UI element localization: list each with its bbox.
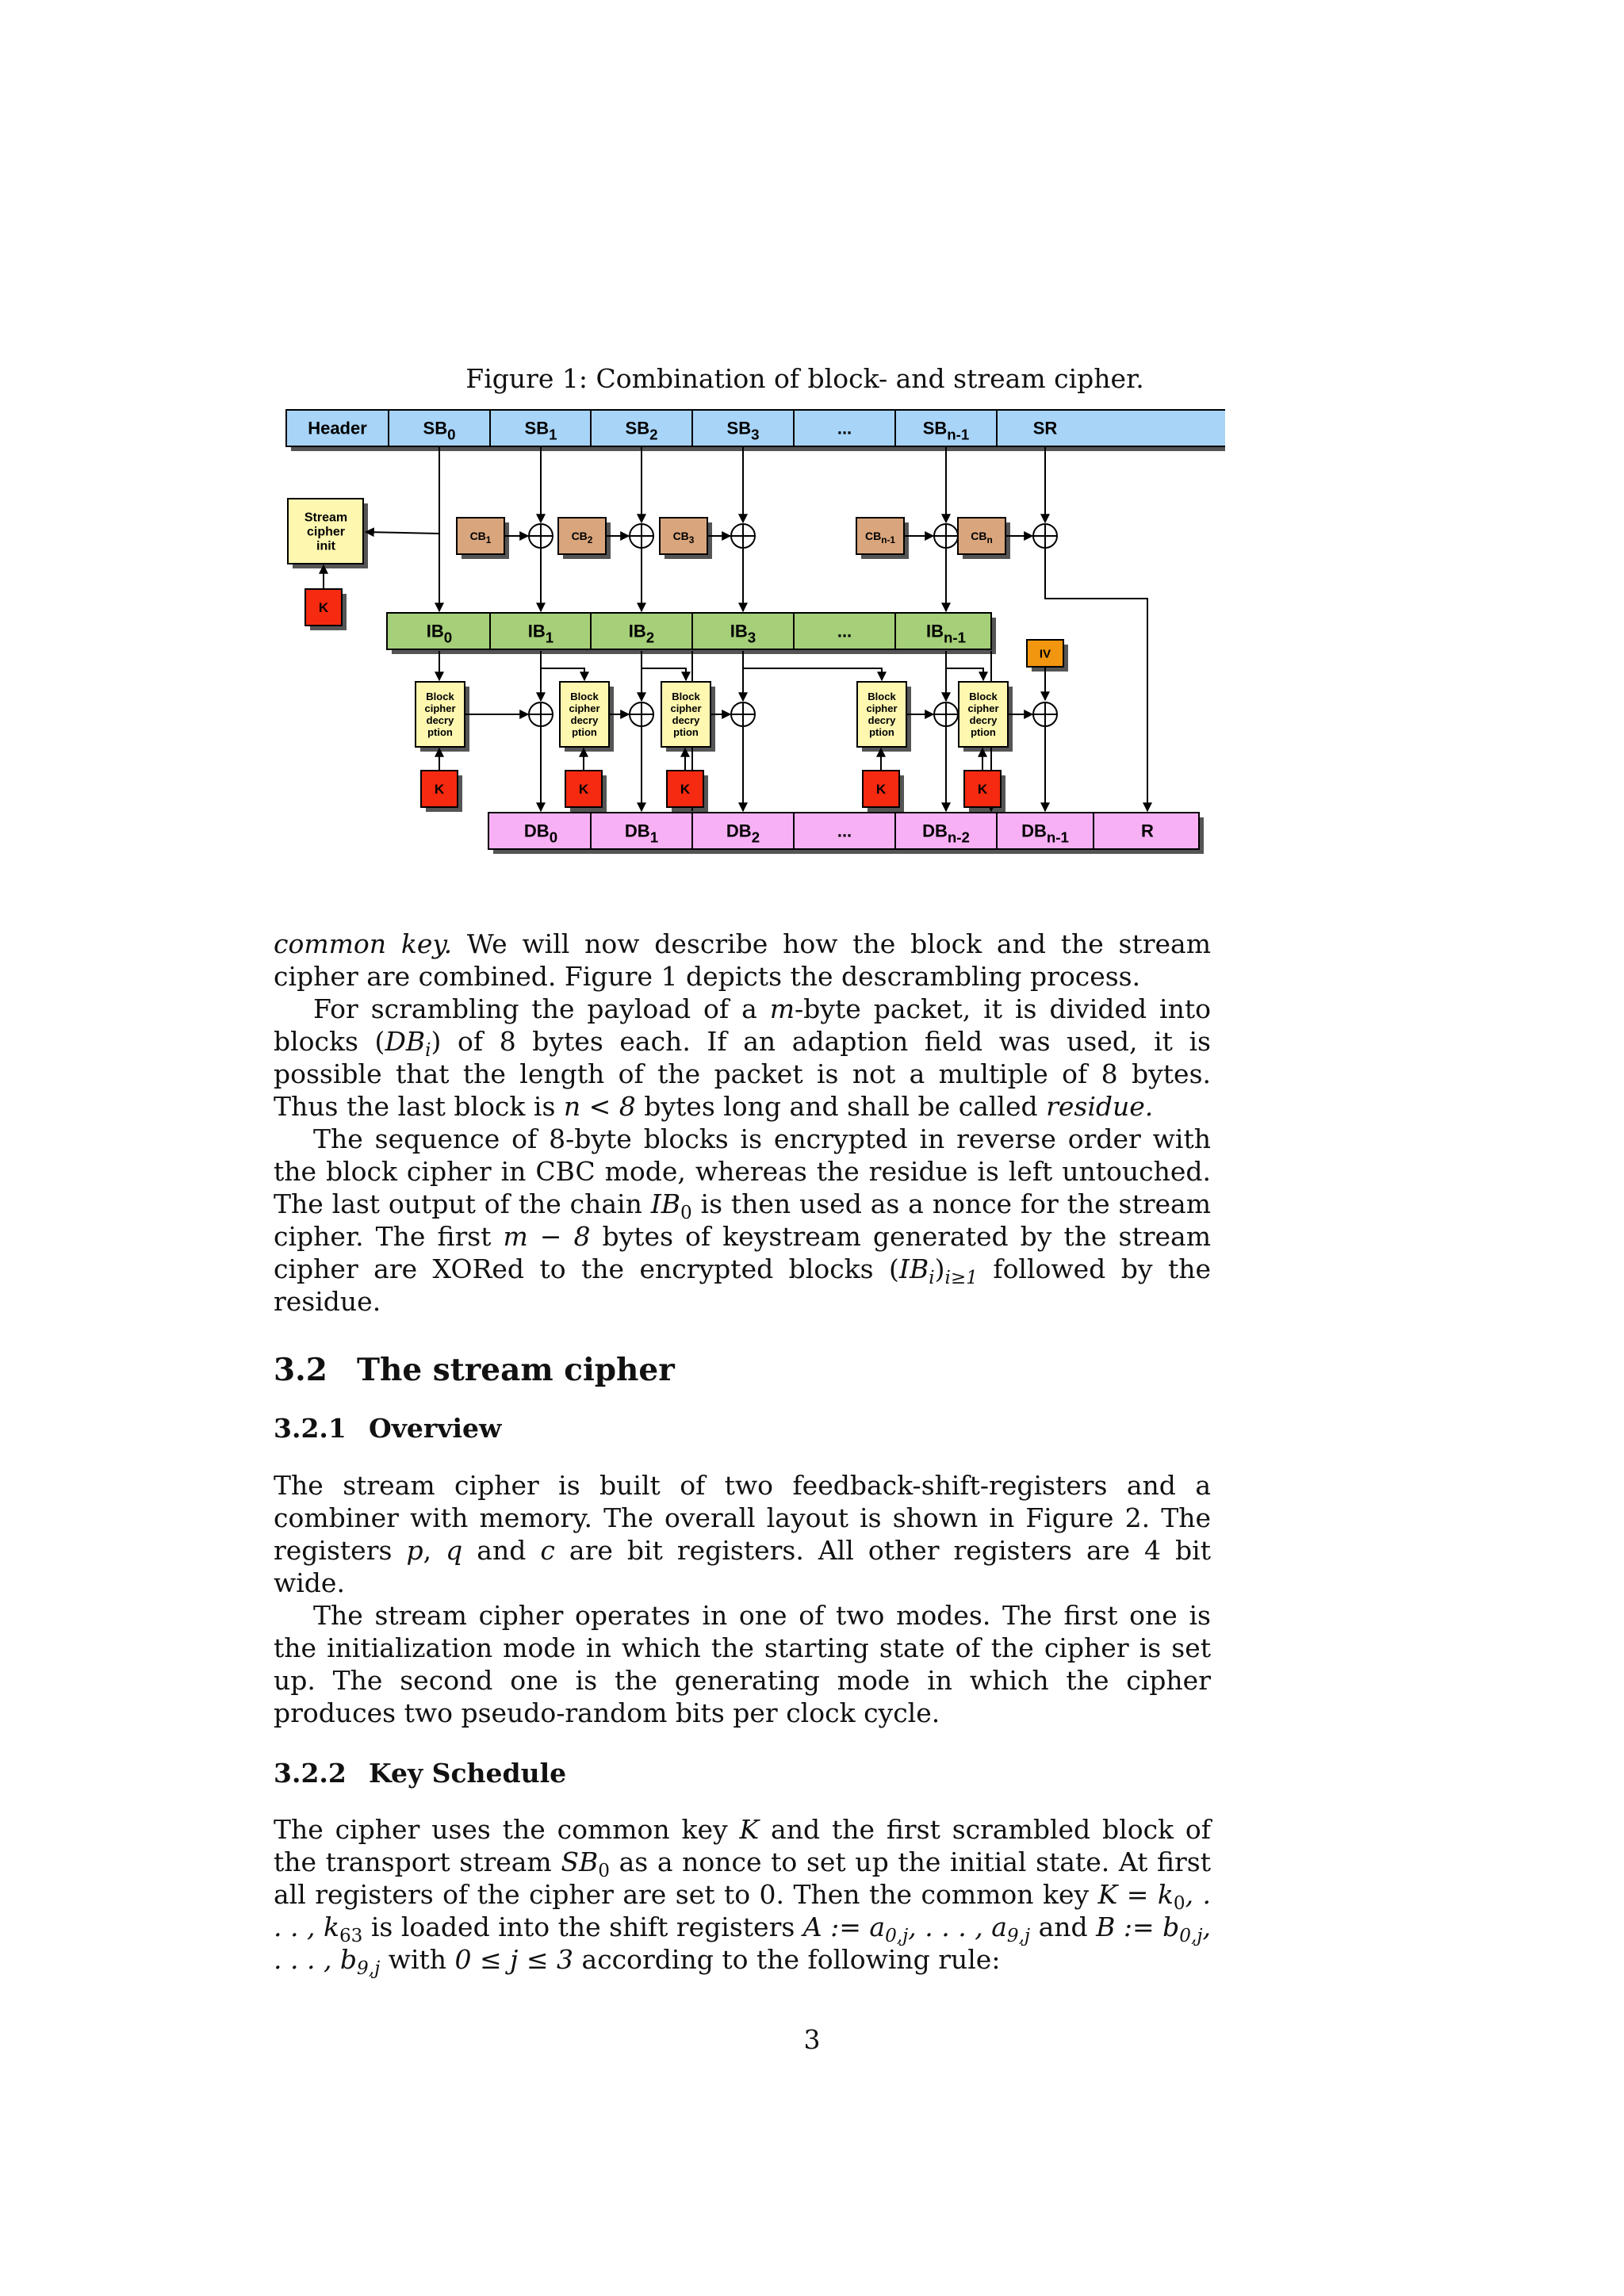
block-cipher-label-line: Block — [868, 691, 896, 703]
db-cell: ... — [837, 821, 852, 841]
cb-label: $CB_2$ — [571, 529, 593, 546]
sb-cell: $SB_2$ — [625, 418, 658, 443]
db-cell: $DB_2$ — [726, 821, 760, 846]
paragraph-sequence: The sequence of 8-byte blocks is encrypted in reverse order with the block cipher in CBC mode, whereas the residue is left untouched. The last output of the chain $IB_0$ is then used as a nonce for the stream cipher. The first m − 8 bytes of keystream generated by the stream cipher are XORed to the encrypted blocks $(IB_i)_{i\ge 1}$ followed by the residue. — [274, 1123, 1212, 1317]
block-cipher-label — [670, 691, 701, 738]
ib-cell: $IB_1$ — [527, 621, 554, 646]
paragraph-modes: The stream cipher operates in one of two modes. The first one is the initialization mode in which the starting state of the cipher is set up. The second one is the generating mode in which the cipher produces two pseudo-random bits per clock cycle. — [274, 1600, 1211, 1728]
stream-cipher-init-label-line: cipher — [306, 525, 346, 539]
block-cipher-label — [866, 691, 897, 738]
db-cell: R — [1141, 821, 1154, 841]
block-cipher-label-line: ption — [673, 726, 699, 739]
db-cell: $DB_{n-1}$ — [1021, 821, 1069, 846]
cb-label: $CB_3$ — [672, 529, 695, 546]
block-cipher-label-line: cipher — [569, 702, 600, 715]
iv-label: IV — [1039, 647, 1051, 661]
arrow-sb0-to-init — [366, 446, 439, 534]
sb-cell: $SB_0$ — [423, 418, 456, 443]
arrow-ib-to-block — [743, 651, 882, 680]
section-heading-3-2-2: 3.2.2 Key Schedule — [274, 1758, 567, 1789]
ib-cell: $IB_3$ — [730, 621, 756, 646]
ib-cell: $IB_0$ — [426, 621, 453, 646]
key-label: K — [875, 781, 887, 797]
ib-row — [387, 613, 991, 649]
header-cell: Header — [308, 418, 367, 438]
ib-cell: ... — [837, 621, 852, 641]
arrow-ib-to-block — [946, 651, 983, 680]
block-cipher-label-line: decry — [969, 714, 998, 727]
cipher-combination-diagram — [274, 400, 1225, 868]
stream-cipher-init-label-line: init — [316, 539, 335, 553]
block-cipher-label-line: cipher — [967, 702, 999, 715]
stream-cipher-init-label-line: Stream — [304, 511, 348, 525]
block-cipher-label-line: decry — [672, 714, 700, 727]
arrow-sr-to-r — [1045, 549, 1147, 811]
block-cipher-label-line: decry — [426, 714, 454, 727]
block-cipher-label — [569, 691, 599, 738]
db-cell: $DB_0$ — [523, 821, 558, 846]
block-cipher-label-line: ption — [869, 726, 894, 739]
cb-label: $CB_1$ — [469, 529, 492, 546]
block-cipher-label-line: ption — [971, 726, 996, 739]
block-cipher-label-line: Block — [672, 691, 700, 703]
key-label: K — [977, 781, 988, 797]
section-heading-3-2: 3.2 The stream cipher — [274, 1352, 675, 1388]
block-cipher-label — [967, 691, 998, 738]
block-cipher-label-line: decry — [570, 714, 599, 727]
ib-cell: $IB_{n-1}$ — [925, 621, 967, 646]
arrow-ib-to-block — [642, 651, 686, 680]
paragraph-key-schedule: The cipher uses the common key K and the first scrambled block of the transport stream $SB_0$ as a nonce to set up the initial state. At first all registers of the cipher are set to 0. Then the common key $K = k_0$, . . . , $k_{63}$ is loaded into the shift registers A := $a_{0,j}$, . . . , $a_{9,j}$ and B := $b_{0,j}$, . . . , $b_{9,j}$ with 0 ≤ j ≤ 3 according to the following rule: — [274, 1814, 1211, 1979]
sb-cell: ... — [837, 418, 852, 438]
p1-text: We will now describe how the block and the stream cipher are combined. Figure 1 depicts the descrambling process. — [274, 928, 1212, 992]
db-cell: $DB_1$ — [624, 821, 659, 846]
block-cipher-label-line: cipher — [866, 702, 898, 715]
figure-caption: Figure 1: Combination of block- and stream cipher. — [465, 363, 1144, 394]
paragraph-combined — [274, 928, 1211, 1318]
key-label: K — [578, 781, 589, 797]
sb-cell: $SB_{n-1}$ — [922, 418, 970, 443]
block-cipher-label-line: cipher — [670, 702, 702, 715]
sb-cell: $SB_1$ — [524, 418, 557, 443]
block-cipher-label-line: Block — [570, 691, 599, 703]
db-cell: $DB_{n-2}$ — [922, 821, 970, 846]
block-cipher-label-line: cipher — [424, 702, 456, 715]
paragraph-scrambling: For scrambling the payload of a m-byte packet, it is divided into blocks $(DB_i)$ of 8 bytes each. If an adaption field was used, it is possible that the length of the packet is not a multiple of 8 bytes. Thus the last block is n < 8 bytes long and shall be called residue. — [274, 993, 1211, 1122]
p1-italic: common key. — [274, 928, 453, 959]
key-label: K — [680, 781, 691, 797]
section-heading-3-2-1: 3.2.1 Overview — [274, 1413, 502, 1444]
page-number: 3 — [803, 2024, 821, 2055]
block-cipher-label-line: Block — [426, 691, 454, 703]
block-cipher-label-line: decry — [868, 714, 896, 727]
paragraph-overview: The stream cipher is built of two feedback-shift-registers and a combiner with memory. The overall layout is shown in Figure 2. The registers p, q and c are bit registers. All other registers are 4 bit wide. The stream cipher operates in one of two modes. The first one is the initialization mode in which the starting state of the cipher is set up. The second one is the generating mode in which the cipher produces two pseudo-random bits per clock cycle. — [274, 1470, 1211, 1728]
sb-cell: SR — [1032, 418, 1058, 438]
key-label: K — [318, 599, 329, 615]
arrow-ib-to-block — [541, 651, 584, 680]
block-cipher-label — [424, 691, 455, 738]
block-cipher-label-line: Block — [969, 691, 998, 703]
sb-cell: $SB_3$ — [726, 418, 760, 443]
cb-label: $CB_n$ — [971, 529, 993, 546]
key-label: K — [434, 781, 445, 797]
cb-label: $CB_{n-1}$ — [864, 529, 896, 546]
block-cipher-label-line: ption — [427, 726, 453, 739]
block-cipher-label-line: ption — [572, 726, 597, 739]
ib-cell: $IB_2$ — [628, 621, 655, 646]
